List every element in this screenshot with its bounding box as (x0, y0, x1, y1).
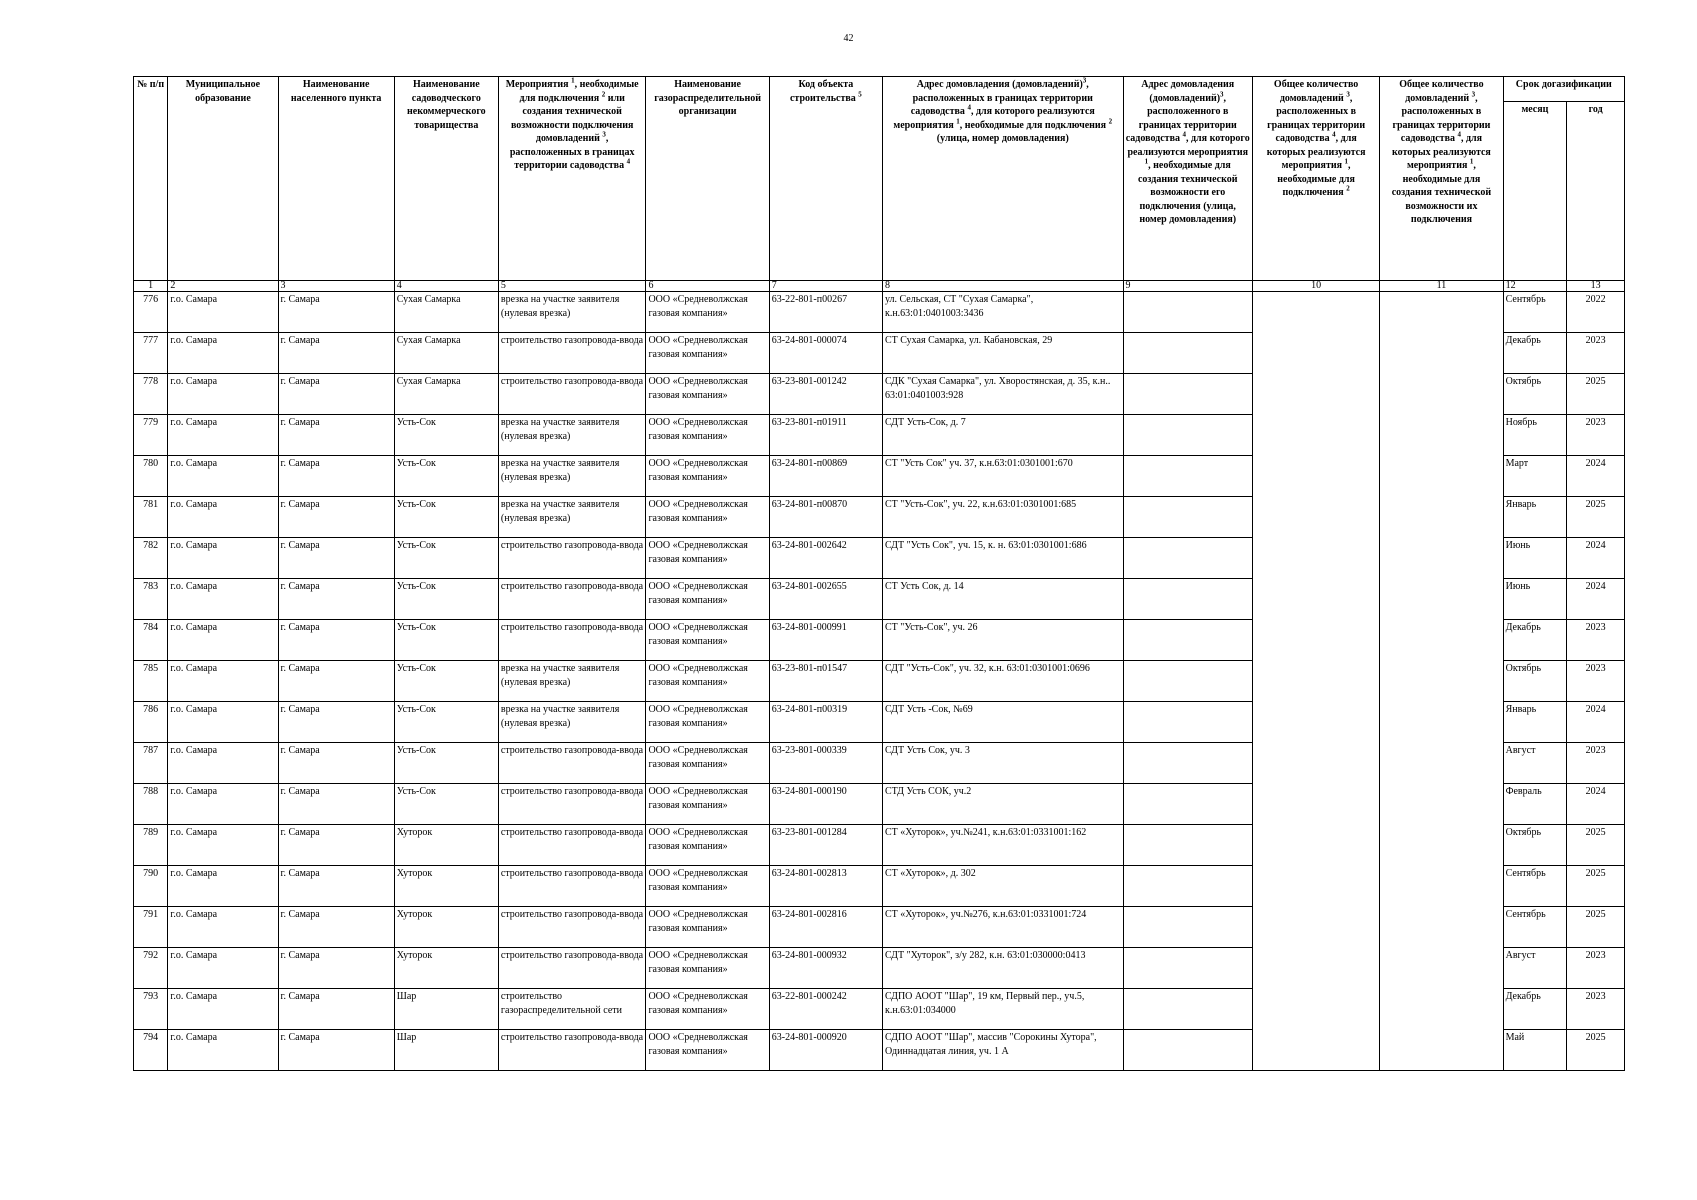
cell-gas-organization: ООО «Средневолжская газовая компания» (646, 333, 769, 374)
cell-settlement: г. Самара (278, 743, 394, 784)
cell-month: Январь (1503, 497, 1567, 538)
cell-address-connection: СТ "Усть Сок" уч. 37, к.н.63:01:0301001:670 (882, 456, 1123, 497)
cell-object-code: 63-24-801-п00869 (769, 456, 882, 497)
cell-row-number: 786 (134, 702, 168, 743)
cell-year: 2023 (1567, 989, 1625, 1030)
cell-row-number: 783 (134, 579, 168, 620)
cell-municipality: г.о. Самара (168, 702, 278, 743)
cell-object-code: 63-24-801-000991 (769, 620, 882, 661)
table-row (134, 292, 1625, 333)
cell-year: 2025 (1567, 866, 1625, 907)
cell-address-technical (1123, 784, 1252, 825)
cell-partnership: Хуторок (394, 866, 498, 907)
cell-year: 2023 (1567, 661, 1625, 702)
cell-gas-organization: ООО «Средневолжская газовая компания» (646, 948, 769, 989)
cell-municipality: г.о. Самара (168, 538, 278, 579)
cell-year: 2025 (1567, 497, 1625, 538)
cell-address-technical (1123, 1030, 1252, 1071)
cell-month: Сентябрь (1503, 292, 1567, 333)
cell-partnership: Усть-Сок (394, 497, 498, 538)
column-number: 4 (394, 281, 498, 292)
cell-measure: строительство газопровода-ввода (498, 333, 646, 374)
cell-address-technical (1123, 989, 1252, 1030)
cell-address-technical (1123, 948, 1252, 989)
cell-address-technical (1123, 661, 1252, 702)
cell-object-code: 63-23-801-001284 (769, 825, 882, 866)
cell-partnership: Усть-Сок (394, 456, 498, 497)
cell-object-code: 63-24-801-000074 (769, 333, 882, 374)
cell-measure: строительство газопровода-ввода (498, 579, 646, 620)
cell-month: Сентябрь (1503, 866, 1567, 907)
column-number: 3 (278, 281, 394, 292)
cell-address-technical (1123, 292, 1252, 333)
cell-gas-organization: ООО «Средневолжская газовая компания» (646, 989, 769, 1030)
cell-measure: строительство газопровода-ввода (498, 1030, 646, 1071)
cell-row-number: 790 (134, 866, 168, 907)
cell-gas-organization: ООО «Средневолжская газовая компания» (646, 415, 769, 456)
cell-measure: строительство газопровода-ввода (498, 825, 646, 866)
cell-address-technical (1123, 907, 1252, 948)
cell-year: 2024 (1567, 784, 1625, 825)
cell-measure: врезка на участке заявителя (нулевая врезка) (498, 456, 646, 497)
cell-partnership: Усть-Сок (394, 702, 498, 743)
cell-row-number: 781 (134, 497, 168, 538)
cell-object-code: 63-24-801-000932 (769, 948, 882, 989)
cell-object-code: 63-24-801-п00870 (769, 497, 882, 538)
cell-address-connection: СТ Усть Сок, д. 14 (882, 579, 1123, 620)
cell-settlement: г. Самара (278, 333, 394, 374)
cell-month: Октябрь (1503, 374, 1567, 415)
cell-measure: строительство газопровода-ввода (498, 866, 646, 907)
cell-year: 2024 (1567, 538, 1625, 579)
cell-address-technical (1123, 374, 1252, 415)
table-body (134, 292, 1625, 1071)
cell-address-technical (1123, 538, 1252, 579)
cell-settlement: г. Самара (278, 907, 394, 948)
cell-row-number: 788 (134, 784, 168, 825)
cell-year: 2025 (1567, 374, 1625, 415)
header-month: месяц (1503, 102, 1567, 281)
cell-gas-organization: ООО «Средневолжская газовая компания» (646, 292, 769, 333)
cell-gas-organization: ООО «Средневолжская газовая компания» (646, 825, 769, 866)
column-number: 8 (882, 281, 1123, 292)
cell-object-code: 63-22-801-п00267 (769, 292, 882, 333)
cell-year: 2023 (1567, 333, 1625, 374)
cell-measure: врезка на участке заявителя (нулевая врезка) (498, 415, 646, 456)
cell-partnership: Сухая Самарка (394, 292, 498, 333)
cell-year: 2025 (1567, 825, 1625, 866)
column-number: 7 (769, 281, 882, 292)
cell-count-technical (1380, 292, 1503, 1071)
cell-address-connection: ул. Сельская, СТ "Сухая Самарка", к.н.63:01:0401003:3436 (882, 292, 1123, 333)
cell-row-number: 777 (134, 333, 168, 374)
cell-measure: врезка на участке заявителя (нулевая врезка) (498, 292, 646, 333)
cell-gas-organization: ООО «Средневолжская газовая компания» (646, 907, 769, 948)
cell-object-code: 63-24-801-000920 (769, 1030, 882, 1071)
cell-measure: врезка на участке заявителя (нулевая врезка) (498, 661, 646, 702)
cell-month: Декабрь (1503, 620, 1567, 661)
cell-settlement: г. Самара (278, 456, 394, 497)
cell-settlement: г. Самара (278, 989, 394, 1030)
column-number: 10 (1252, 281, 1379, 292)
cell-month: Ноябрь (1503, 415, 1567, 456)
cell-month: Июнь (1503, 538, 1567, 579)
cell-settlement: г. Самара (278, 661, 394, 702)
cell-municipality: г.о. Самара (168, 333, 278, 374)
cell-settlement: г. Самара (278, 866, 394, 907)
cell-settlement: г. Самара (278, 292, 394, 333)
header-municipality: Муниципальное образование (168, 77, 278, 281)
column-number: 1 (134, 281, 168, 292)
cell-month: Август (1503, 948, 1567, 989)
cell-address-connection: СТ «Хуторок», уч.№241, к.н.63:01:0331001:162 (882, 825, 1123, 866)
cell-address-connection: СДТ Усть Сок, уч. 3 (882, 743, 1123, 784)
column-numbers-row (134, 281, 1625, 292)
cell-count-connection (1252, 292, 1379, 1071)
cell-object-code: 63-24-801-п00319 (769, 702, 882, 743)
cell-partnership: Усть-Сок (394, 415, 498, 456)
cell-address-connection: СТ «Хуторок», уч.№276, к.н.63:01:0331001:724 (882, 907, 1123, 948)
cell-year: 2023 (1567, 948, 1625, 989)
header-count-connection: Общее количество домовладений $^3$, расположенных в границах территории садоводства $^4$, для которых реализуются мероприятия $^1$, необходимые для подключения $^2$ (1252, 77, 1379, 281)
cell-row-number: 785 (134, 661, 168, 702)
cell-month: Март (1503, 456, 1567, 497)
cell-municipality: г.о. Самара (168, 456, 278, 497)
cell-address-connection: СДТ "Хуторок", з/у 282, к.н. 63:01:030000:0413 (882, 948, 1123, 989)
cell-partnership: Усть-Сок (394, 661, 498, 702)
cell-month: Июнь (1503, 579, 1567, 620)
cell-municipality: г.о. Самара (168, 292, 278, 333)
cell-row-number: 793 (134, 989, 168, 1030)
header-gas-organization: Наименование газораспределительной организации (646, 77, 769, 281)
cell-month: Октябрь (1503, 661, 1567, 702)
cell-municipality: г.о. Самара (168, 374, 278, 415)
cell-address-technical (1123, 456, 1252, 497)
cell-settlement: г. Самара (278, 948, 394, 989)
cell-address-technical (1123, 743, 1252, 784)
cell-municipality: г.о. Самара (168, 825, 278, 866)
cell-gas-organization: ООО «Средневолжская газовая компания» (646, 743, 769, 784)
cell-measure: строительство газопровода-ввода (498, 948, 646, 989)
cell-partnership: Усть-Сок (394, 579, 498, 620)
cell-measure: строительство газопровода-ввода (498, 784, 646, 825)
cell-municipality: г.о. Самара (168, 743, 278, 784)
cell-row-number: 794 (134, 1030, 168, 1071)
cell-settlement: г. Самара (278, 1030, 394, 1071)
column-number: 2 (168, 281, 278, 292)
cell-row-number: 779 (134, 415, 168, 456)
cell-row-number: 782 (134, 538, 168, 579)
cell-month: Октябрь (1503, 825, 1567, 866)
cell-measure: строительство газопровода-ввода (498, 743, 646, 784)
cell-address-connection: СДПО АООТ "Шар", 19 км, Первый пер., уч.5, к.н.63:01:034000 (882, 989, 1123, 1030)
cell-settlement: г. Самара (278, 579, 394, 620)
cell-row-number: 778 (134, 374, 168, 415)
cell-municipality: г.о. Самара (168, 661, 278, 702)
header-object-code: Код объекта строительства $^5$ (769, 77, 882, 281)
cell-month: Сентябрь (1503, 907, 1567, 948)
column-number: 6 (646, 281, 769, 292)
cell-partnership: Усть-Сок (394, 743, 498, 784)
cell-gas-organization: ООО «Средневолжская газовая компания» (646, 866, 769, 907)
cell-measure: врезка на участке заявителя (нулевая врезка) (498, 702, 646, 743)
cell-measure: строительство газораспределительной сети (498, 989, 646, 1030)
cell-year: 2022 (1567, 292, 1625, 333)
cell-year: 2023 (1567, 415, 1625, 456)
column-number: 12 (1503, 281, 1567, 292)
cell-object-code: 63-23-801-п01911 (769, 415, 882, 456)
cell-address-technical (1123, 333, 1252, 374)
cell-row-number: 792 (134, 948, 168, 989)
header-settlement: Наименование населенного пункта (278, 77, 394, 281)
cell-measure: строительство газопровода-ввода (498, 907, 646, 948)
cell-gas-organization: ООО «Средневолжская газовая компания» (646, 1030, 769, 1071)
cell-address-connection: СДТ "Усть-Сок", уч. 32, к.н. 63:01:0301001:0696 (882, 661, 1123, 702)
cell-address-connection: СТ Сухая Самарка, ул. Кабановская, 29 (882, 333, 1123, 374)
cell-address-connection: СТ «Хуторок», д. 302 (882, 866, 1123, 907)
cell-municipality: г.о. Самара (168, 620, 278, 661)
cell-municipality: г.о. Самара (168, 948, 278, 989)
cell-settlement: г. Самара (278, 620, 394, 661)
cell-municipality: г.о. Самара (168, 866, 278, 907)
cell-settlement: г. Самара (278, 825, 394, 866)
cell-row-number: 776 (134, 292, 168, 333)
cell-municipality: г.о. Самара (168, 415, 278, 456)
cell-month: Август (1503, 743, 1567, 784)
cell-gas-organization: ООО «Средневолжская газовая компания» (646, 702, 769, 743)
cell-partnership: Шар (394, 989, 498, 1030)
header-measures: Мероприятия $^1$, необходимые для подключения $^2$ или создания технической возможности подключения домовладений $^3$, расположенных в границах территории садоводства $^4$ (498, 77, 646, 281)
cell-object-code: 63-24-801-000190 (769, 784, 882, 825)
header-count-technical: Общее количество домовладений $^3$, расположенных в границах территории садоводства $^4$, для которых реализуются мероприятия $^1$, необходимые для создания технической возможности их подключения (1380, 77, 1503, 281)
cell-address-technical (1123, 415, 1252, 456)
cell-year: 2023 (1567, 743, 1625, 784)
cell-object-code: 63-24-801-002642 (769, 538, 882, 579)
cell-municipality: г.о. Самара (168, 497, 278, 538)
cell-gas-organization: ООО «Средневолжская газовая компания» (646, 661, 769, 702)
cell-row-number: 791 (134, 907, 168, 948)
cell-municipality: г.о. Самара (168, 784, 278, 825)
cell-gas-organization: ООО «Средневолжская газовая компания» (646, 784, 769, 825)
cell-gas-organization: ООО «Средневолжская газовая компания» (646, 497, 769, 538)
page-number: 42 (843, 33, 854, 44)
cell-measure: строительство газопровода-ввода (498, 374, 646, 415)
cell-partnership: Усть-Сок (394, 784, 498, 825)
cell-year: 2024 (1567, 702, 1625, 743)
cell-gas-organization: ООО «Средневолжская газовая компания» (646, 579, 769, 620)
cell-object-code: 63-22-801-000242 (769, 989, 882, 1030)
header-row-number: № п/п (134, 77, 168, 281)
cell-address-technical (1123, 825, 1252, 866)
cell-row-number: 780 (134, 456, 168, 497)
header-row (134, 77, 1625, 102)
cell-settlement: г. Самара (278, 702, 394, 743)
cell-partnership: Сухая Самарка (394, 333, 498, 374)
cell-year: 2025 (1567, 1030, 1625, 1071)
cell-address-technical (1123, 866, 1252, 907)
cell-partnership: Сухая Самарка (394, 374, 498, 415)
cell-municipality: г.о. Самара (168, 907, 278, 948)
cell-partnership: Усть-Сок (394, 620, 498, 661)
cell-settlement: г. Самара (278, 784, 394, 825)
column-number: 11 (1380, 281, 1503, 292)
column-number: 5 (498, 281, 646, 292)
cell-year: 2023 (1567, 620, 1625, 661)
cell-address-connection: СДПО АООТ "Шар", массив "Сорокины Хутора", Одиннадцатая линия, уч. 1 А (882, 1030, 1123, 1071)
cell-object-code: 63-24-801-002655 (769, 579, 882, 620)
header-year: год (1567, 102, 1625, 281)
cell-gas-organization: ООО «Средневолжская газовая компания» (646, 374, 769, 415)
cell-settlement: г. Самара (278, 415, 394, 456)
cell-municipality: г.о. Самара (168, 1030, 278, 1071)
cell-address-connection: СДТ Усть-Сок, д. 7 (882, 415, 1123, 456)
cell-address-connection: СДТ Усть -Сок, №69 (882, 702, 1123, 743)
cell-month: Февраль (1503, 784, 1567, 825)
cell-object-code: 63-23-801-001242 (769, 374, 882, 415)
cell-address-connection: СДТ "Усть Сок", уч. 15, к. н. 63:01:0301001:686 (882, 538, 1123, 579)
cell-gas-organization: ООО «Средневолжская газовая компания» (646, 456, 769, 497)
cell-row-number: 787 (134, 743, 168, 784)
cell-gas-organization: ООО «Средневолжская газовая компания» (646, 620, 769, 661)
cell-gas-organization: ООО «Средневолжская газовая компания» (646, 538, 769, 579)
cell-year: 2024 (1567, 579, 1625, 620)
cell-partnership: Хуторок (394, 948, 498, 989)
cell-measure: врезка на участке заявителя (нулевая врезка) (498, 497, 646, 538)
cell-object-code: 63-24-801-002816 (769, 907, 882, 948)
cell-municipality: г.о. Самара (168, 989, 278, 1030)
header-address-technical: Адрес домовладения (домовладений)$^3$, расположенного в границах территории садоводства $^4$, для которого реализуются мероприятия $^1$, необходимые для создания технической возможности его подключения (улица, номер домовладения) (1123, 77, 1252, 281)
cell-settlement: г. Самара (278, 374, 394, 415)
cell-address-technical (1123, 497, 1252, 538)
cell-measure: строительство газопровода-ввода (498, 538, 646, 579)
cell-object-code: 63-23-801-п01547 (769, 661, 882, 702)
cell-partnership: Шар (394, 1030, 498, 1071)
header-address-connection: Адрес домовладения (домовладений)$^3$, расположенных в границах территории садоводства $^4$, для которого реализуются мероприятия $^1$, необходимые для подключения $^2$ (улица, номер домовладения) (882, 77, 1123, 281)
cell-month: Декабрь (1503, 333, 1567, 374)
cell-address-connection: СДК "Сухая Самарка", ул. Хворостянская, д. 35, к.н.. 63:01:0401003:928 (882, 374, 1123, 415)
cell-municipality: г.о. Самара (168, 579, 278, 620)
cell-month: Январь (1503, 702, 1567, 743)
cell-address-connection: СТ "Усть-Сок", уч. 22, к.н.63:01:0301001:685 (882, 497, 1123, 538)
cell-month: Май (1503, 1030, 1567, 1071)
gasification-table (133, 76, 1625, 1071)
cell-address-technical (1123, 579, 1252, 620)
header-partnership: Наименование садоводческого некоммерческого товарищества (394, 77, 498, 281)
cell-partnership: Усть-Сок (394, 538, 498, 579)
cell-address-connection: СТ "Усть-Сок", уч. 26 (882, 620, 1123, 661)
header-gasification-deadline: Срок догазификации (1503, 77, 1624, 102)
cell-object-code: 63-23-801-000339 (769, 743, 882, 784)
cell-measure: строительство газопровода-ввода (498, 620, 646, 661)
column-number: 9 (1123, 281, 1252, 292)
cell-row-number: 784 (134, 620, 168, 661)
cell-row-number: 789 (134, 825, 168, 866)
cell-partnership: Хуторок (394, 907, 498, 948)
cell-month: Декабрь (1503, 989, 1567, 1030)
cell-address-technical (1123, 620, 1252, 661)
cell-settlement: г. Самара (278, 497, 394, 538)
cell-year: 2025 (1567, 907, 1625, 948)
cell-year: 2024 (1567, 456, 1625, 497)
cell-partnership: Хуторок (394, 825, 498, 866)
column-number: 13 (1567, 281, 1625, 292)
cell-settlement: г. Самара (278, 538, 394, 579)
cell-object-code: 63-24-801-002813 (769, 866, 882, 907)
cell-address-technical (1123, 702, 1252, 743)
cell-address-connection: СТД Усть СОК, уч.2 (882, 784, 1123, 825)
